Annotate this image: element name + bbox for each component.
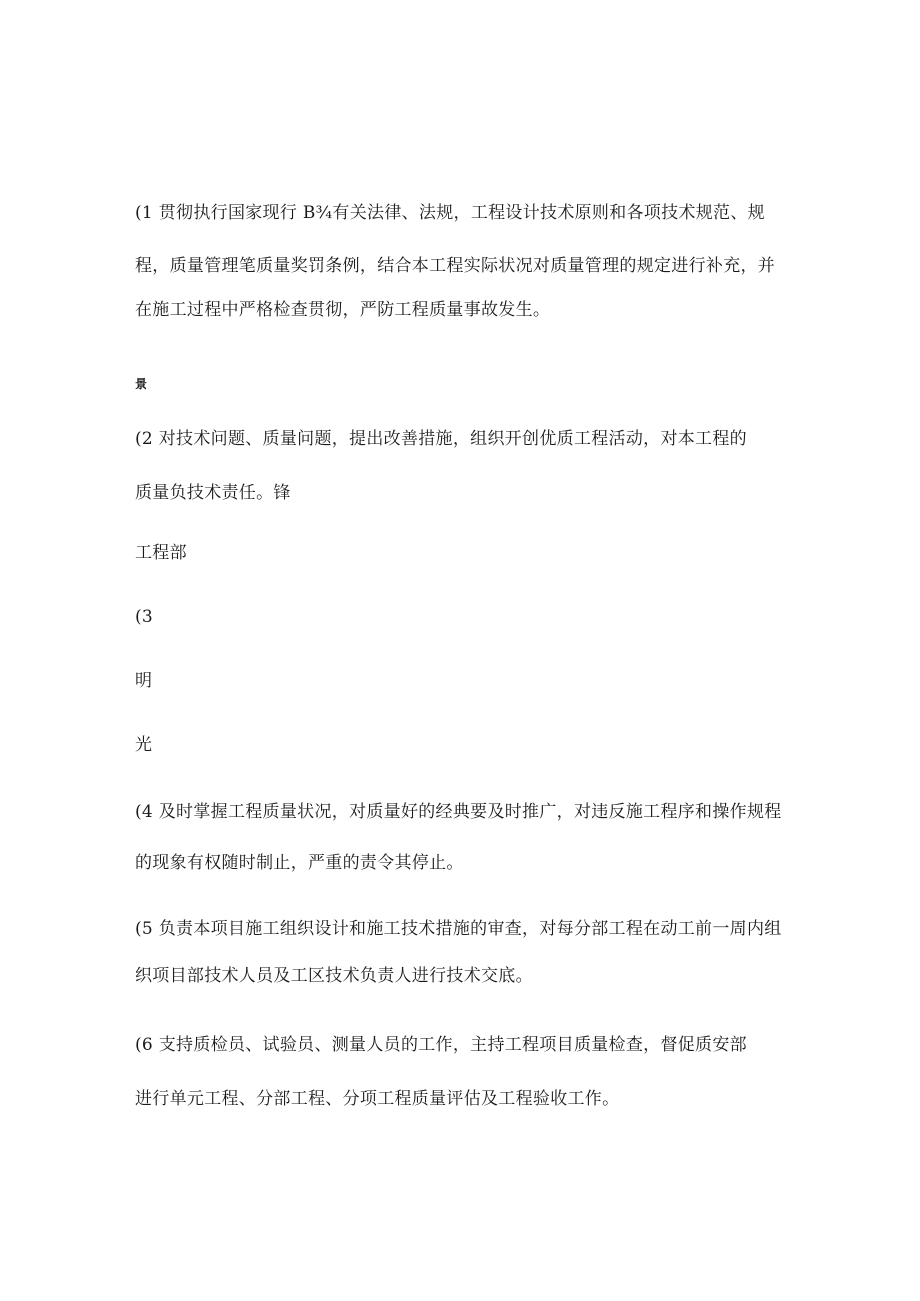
item-6-line-2: 进行单元工程、分部工程、分项工程质量评估及工程验收工作。 <box>135 1089 620 1109</box>
item-4-line-2: 的现象有权随时制止，严重的责令其停止。 <box>135 853 464 873</box>
department-label: 工程部 <box>135 543 187 563</box>
item-3-fragment-1: 明 <box>135 671 153 691</box>
item-5-line-2: 织项目部技术人员及工区技术负责人进行技术交底。 <box>135 966 533 986</box>
stray-character: 景 <box>135 377 148 391</box>
item-1-line-2: 程，质量管理笔质量奖罚条例，结合本工程实际状况对质量管理的规定进行补充，并 <box>135 256 776 276</box>
item-5-line-1: (5 负责本项目施工组织设计和施工技术措施的审查，对每分部工程在动工前一周内组 <box>135 919 782 939</box>
item-2-line-1: (2 对技术问题、质量问题，提出改善措施，组织开创优质工程活动，对本工程的 <box>135 429 747 449</box>
item-1-line-3: 在施工过程中严格检查贯彻，严防工程质量事故发生。 <box>135 300 551 320</box>
item-3-fragment-2: 光 <box>135 735 153 755</box>
item-3-number: (3 <box>135 607 154 627</box>
item-6-line-1: (6 支持质检员、试验员、测量人员的工作，主持工程项目质量检查，督促质安部 <box>135 1035 747 1055</box>
item-4-line-1: (4 及时掌握工程质量状况，对质量好的经典要及时推广，对违反施工程序和操作规程 <box>135 802 782 822</box>
item-2-line-2: 质量负技术责任。锋 <box>135 483 291 503</box>
item-1-line-1: (1 贯彻执行国家现行 B¾有关法律、法规，工程设计技术原则和各项技术规范、规 <box>135 203 765 223</box>
